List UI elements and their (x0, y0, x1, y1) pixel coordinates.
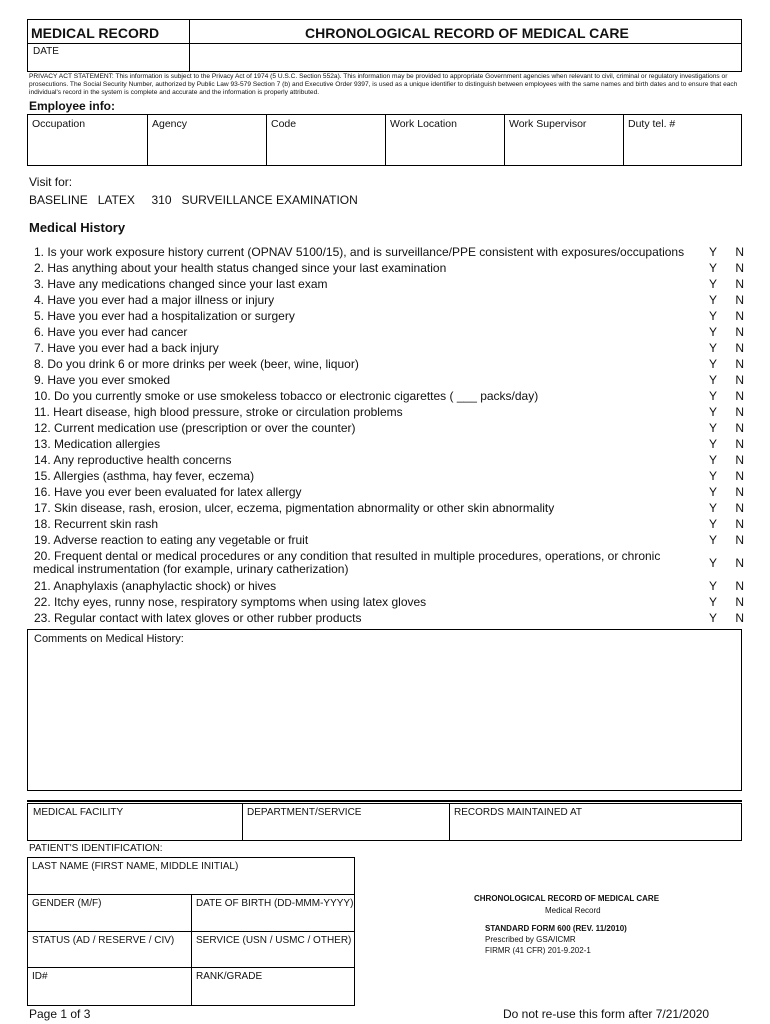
yes-option[interactable]: Y (709, 453, 718, 467)
no-option[interactable]: N (735, 556, 744, 570)
yes-option[interactable]: Y (709, 485, 718, 499)
gender-field[interactable]: GENDER (M/F) (32, 898, 102, 909)
no-option[interactable]: N (735, 421, 744, 435)
no-option[interactable]: N (735, 453, 744, 467)
comments-box[interactable] (27, 629, 742, 791)
yes-option[interactable]: Y (709, 341, 718, 355)
history-question: 4. Have you ever had a major illness or injury (34, 293, 275, 307)
no-option[interactable]: N (735, 245, 744, 259)
no-option[interactable]: N (735, 485, 744, 499)
history-question: 7. Have you ever had a back injury (34, 341, 219, 355)
header-divider (27, 43, 742, 44)
no-option[interactable]: N (735, 341, 744, 355)
history-question: 19. Adverse reaction to eating any vegetable or fruit (34, 533, 309, 547)
history-question: 20. Frequent dental or medical procedures or any condition that resulted in multiple procedures, operations, or chronic (34, 549, 661, 563)
yes-option[interactable]: Y (709, 595, 718, 609)
yes-no-choice (709, 501, 744, 515)
no-option[interactable]: N (735, 611, 744, 625)
medical-record-title: MEDICAL RECORD (31, 25, 160, 41)
employee-field-code[interactable]: Code (271, 118, 297, 130)
history-question: 10. Do you currently smoke or use smokeless tobacco or electronic cigarettes ( ___ packs/day) (34, 389, 539, 403)
yes-no-choice (709, 533, 744, 547)
department-label: DEPARTMENT/SERVICE (247, 807, 362, 818)
yes-no-choice (709, 309, 744, 323)
history-question: 3. Have any medications changed since your last exam (34, 277, 328, 291)
yes-no-choice (709, 277, 744, 291)
no-option[interactable]: N (735, 325, 744, 339)
employee-field-duty-tel[interactable]: Duty tel. # (628, 118, 676, 130)
facility-row (27, 803, 742, 841)
history-question: 1. Is your work exposure history current (OPNAV 5100/15), and is surveillance/PPE consistent with exposures/occupations (34, 245, 685, 259)
history-question: 23. Regular contact with latex gloves or other rubber products (34, 611, 362, 625)
yes-option[interactable]: Y (709, 469, 718, 483)
history-question: 17. Skin disease, rash, erosion, ulcer, eczema, pigmentation abnormality or other skin abnormality (34, 501, 555, 515)
no-option[interactable]: N (735, 309, 744, 323)
visit-label: Visit for: (29, 175, 73, 189)
yes-no-choice (709, 389, 744, 403)
reuse-notice: Do not re-use this form after 7/21/2020 (503, 1007, 710, 1021)
header-vdivider (189, 19, 190, 72)
no-option[interactable]: N (735, 595, 744, 609)
yes-no-choice (709, 453, 744, 467)
history-question: 11. Heart disease, high blood pressure, stroke or circulation problems (34, 405, 403, 419)
history-question: 6. Have you ever had cancer (34, 325, 188, 339)
yes-option[interactable]: Y (709, 325, 718, 339)
yes-no-choice (709, 421, 744, 435)
no-option[interactable]: N (735, 501, 744, 515)
footer-rule-1 (27, 800, 742, 802)
yes-no-choice (709, 517, 744, 531)
history-question-continued: medical instrumentation (for example, urinary catherization) (33, 562, 349, 576)
yes-option[interactable]: Y (709, 293, 718, 307)
yes-no-choice (709, 373, 744, 387)
no-option[interactable]: N (735, 261, 744, 275)
yes-no-choice (709, 325, 744, 339)
no-option[interactable]: N (735, 469, 744, 483)
last-name-field[interactable]: LAST NAME (FIRST NAME, MIDDLE INITIAL) (32, 861, 239, 872)
yes-no-choice (709, 405, 744, 419)
yes-option[interactable]: Y (709, 373, 718, 387)
yes-option[interactable]: Y (709, 579, 718, 593)
history-question: 2. Has anything about your health status changed since your last examination (34, 261, 447, 275)
no-option[interactable]: N (735, 277, 744, 291)
yes-option[interactable]: Y (709, 389, 718, 403)
comments-label: Comments on Medical History: (34, 633, 184, 645)
history-question: 15. Allergies (asthma, hay fever, eczema) (34, 469, 255, 483)
history-question: 5. Have you ever had a hospitalization or surgery (34, 309, 295, 323)
employee-field-work-location[interactable]: Work Location (390, 118, 457, 130)
yes-option[interactable]: Y (709, 309, 718, 323)
yes-option[interactable]: Y (709, 277, 718, 291)
service-field[interactable]: SERVICE (USN / USMC / OTHER) (196, 935, 352, 946)
history-question: 16. Have you ever been evaluated for latex allergy (34, 485, 302, 499)
history-question: 22. Itchy eyes, runny nose, respiratory symptoms when using latex gloves (34, 595, 427, 609)
yes-no-choice (709, 579, 744, 593)
yes-option[interactable]: Y (709, 556, 718, 570)
prescribed-by: Prescribed by GSA/ICMR (485, 935, 576, 944)
yes-no-choice (709, 341, 744, 355)
history-question: 18. Recurrent skin rash (34, 517, 159, 531)
history-question: 8. Do you drink 6 or more drinks per week (beer, wine, liquor) (34, 357, 359, 371)
no-option[interactable]: N (735, 389, 744, 403)
history-question: 14. Any reproductive health concerns (34, 453, 232, 467)
history-question: 21. Anaphylaxis (anaphylactic shock) or hives (34, 579, 277, 593)
no-option[interactable]: N (735, 357, 744, 371)
yes-no-choice (709, 595, 744, 609)
page-number: Page 1 of 3 (29, 1007, 91, 1021)
yes-option[interactable]: Y (709, 245, 718, 259)
yes-option[interactable]: Y (709, 517, 718, 531)
employee-field-occupation[interactable]: Occupation (32, 118, 86, 130)
history-question: 9. Have you ever smoked (34, 373, 171, 387)
visit-value: BASELINE LATEX 310 SURVEILLANCE EXAMINATION (29, 193, 358, 207)
no-option[interactable]: N (735, 533, 744, 547)
history-question: 13. Medication allergies (34, 437, 161, 451)
yes-no-choice (709, 357, 744, 371)
yes-no-choice (709, 469, 744, 483)
status-field[interactable]: STATUS (AD / RESERVE / CIV) (32, 935, 175, 946)
firmr-ref: FIRMR (41 CFR) 201-9.202-1 (485, 946, 591, 955)
privacy-statement: PRIVACY ACT STATEMENT: This information is subject to the Privacy Act of 1974 (5 U.S.C. Section 552a). This information may be provided to appropriate Government agencies when relevant to civil, criminal or regulatory investigations or prosecutions. The Social Security Number, authorized by Public Law 93-579 Section 7 (b) and Executive Order 9397, is used as a unique identifier to distinguish between employees with the same names and birth dates and to ensure that each individual's record in the system is complete and accurate and the information is properly attributed. (29, 73, 738, 96)
date-input[interactable] (29, 58, 187, 70)
no-option[interactable]: N (735, 579, 744, 593)
footer-form-title: CHRONOLOGICAL RECORD OF MEDICAL CARE (474, 894, 660, 903)
employee-field-agency[interactable]: Agency (152, 118, 188, 130)
footer-form-sub: Medical Record (545, 906, 601, 915)
yes-option[interactable]: Y (709, 501, 718, 515)
yes-option[interactable]: Y (709, 437, 718, 451)
medical-history-heading: Medical History (29, 220, 126, 235)
records-label: RECORDS MAINTAINED AT (454, 807, 582, 818)
yes-no-choice (709, 485, 744, 499)
yes-no-choice (709, 556, 744, 570)
id-field[interactable]: ID# (32, 971, 48, 982)
yes-option[interactable]: Y (709, 421, 718, 435)
yes-option[interactable]: Y (709, 611, 718, 625)
no-option[interactable]: N (735, 293, 744, 307)
no-option[interactable]: N (735, 373, 744, 387)
yes-no-choice (709, 261, 744, 275)
yes-no-choice (709, 293, 744, 307)
employee-field-work-supervisor[interactable]: Work Supervisor (509, 118, 587, 130)
date-label: DATE (33, 46, 59, 57)
employee-heading: Employee info: (29, 99, 116, 113)
yes-option[interactable]: Y (709, 357, 718, 371)
yes-option[interactable]: Y (709, 405, 718, 419)
form-title: CHRONOLOGICAL RECORD OF MEDICAL CARE (305, 25, 629, 41)
rank-field[interactable]: RANK/GRADE (196, 971, 263, 982)
no-option[interactable]: N (735, 405, 744, 419)
dob-field[interactable]: DATE OF BIRTH (DD-MMM-YYYY) (196, 898, 354, 909)
no-option[interactable]: N (735, 437, 744, 451)
yes-no-choice (709, 437, 744, 451)
medical-facility-label: MEDICAL FACILITY (33, 807, 124, 818)
no-option[interactable]: N (735, 517, 744, 531)
history-question: 12. Current medication use (prescription or over the counter) (34, 421, 356, 435)
yes-no-choice (709, 245, 744, 259)
yes-option[interactable]: Y (709, 261, 718, 275)
standard-form-number: STANDARD FORM 600 (REV. 11/2010) (485, 924, 627, 933)
patient-id-label: PATIENT'S IDENTIFICATION: (29, 843, 163, 854)
yes-no-choice (709, 611, 744, 625)
yes-option[interactable]: Y (709, 533, 718, 547)
